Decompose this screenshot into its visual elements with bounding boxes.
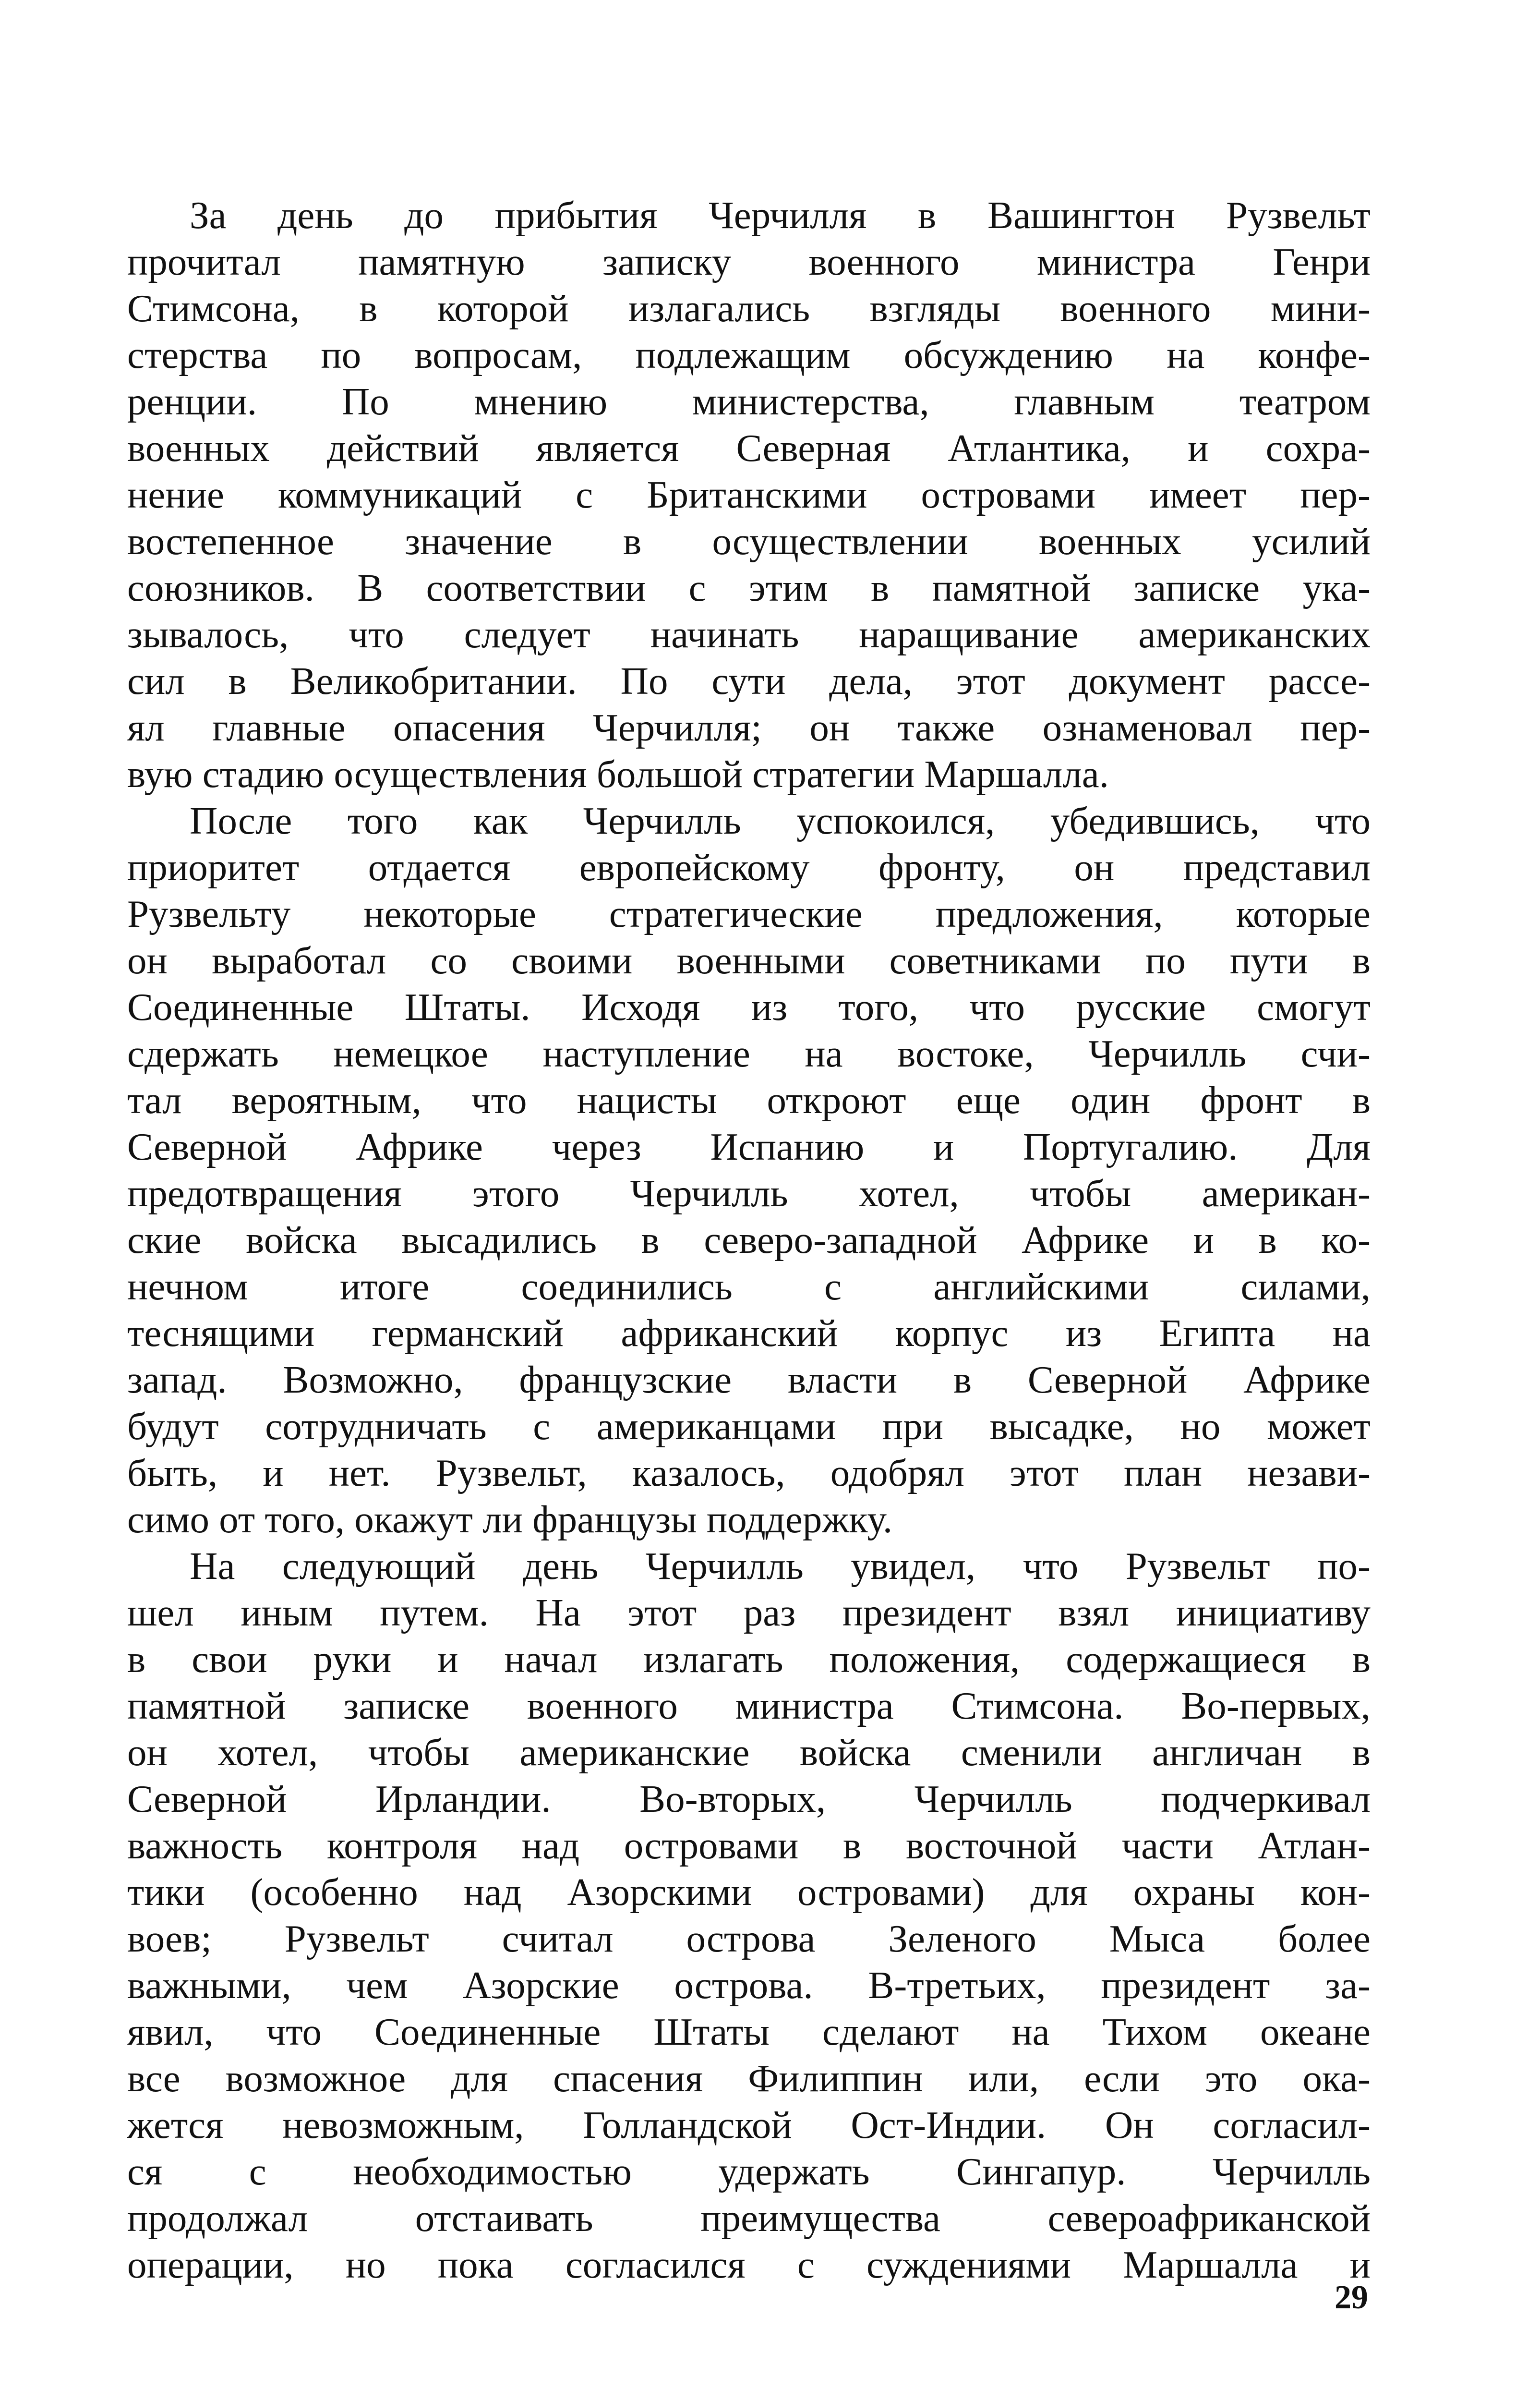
text-line: продолжал отстаивать преимущества североафриканской bbox=[127, 2196, 1371, 2240]
text-line: тики (особенно над Азорскими островами) для охраны кон- bbox=[127, 1870, 1371, 1914]
text-line: ренции. По мнению министерства, главным театром bbox=[127, 380, 1371, 423]
text-line: воев; Рузвельт считал острова Зеленого Мыса более bbox=[127, 1917, 1371, 1960]
text-line: сдержать немецкое наступление на востоке, Черчилль счи- bbox=[127, 1032, 1371, 1075]
text-line: приоритет отдается европейскому фронту, он представил bbox=[127, 846, 1371, 889]
text-line: Стимсона, в которой излагались взгляды военного мини- bbox=[127, 287, 1371, 330]
text-line: ял главные опасения Черчилля; он также ознаменовал пер- bbox=[127, 706, 1371, 749]
text-line: все возможное для спасения Филиппин или, если это ока- bbox=[127, 2057, 1371, 2100]
text-line: в свои руки и начал излагать положения, содержащиеся в bbox=[127, 1637, 1371, 1681]
text-line: будут сотрудничать с американцами при высадке, но может bbox=[127, 1405, 1371, 1448]
text-line: запад. Возможно, французские власти в Северной Африке bbox=[127, 1358, 1371, 1401]
text-line: важность контроля над островами в восточной части Атлан- bbox=[127, 1824, 1371, 1867]
text-line: ские войска высадились в северо-западной Африке и в ко- bbox=[127, 1218, 1371, 1261]
text-line: важными, чем Азорские острова. В-третьих, президент за- bbox=[127, 1964, 1371, 2007]
body-text bbox=[127, 192, 1371, 2288]
text-line: прочитал памятную записку военного министра Генри bbox=[127, 240, 1371, 283]
text-line: предотвращения этого Черчилль хотел, чтобы американ- bbox=[127, 1172, 1371, 1215]
text-line: теснящими германский африканский корпус из Египта на bbox=[127, 1311, 1371, 1355]
text-line: тал вероятным, что нацисты откроют еще один фронт в bbox=[127, 1079, 1371, 1122]
text-line: ся с необходимостью удержать Сингапур. Черчилль bbox=[127, 2150, 1371, 2193]
text-line: союзников. В соответствии с этим в памятной записке ука- bbox=[127, 566, 1371, 609]
text-line: Рузвельту некоторые стратегические предложения, которые bbox=[127, 892, 1371, 935]
page-number: 29 bbox=[1335, 2279, 1368, 2316]
text-line: шел иным путем. На этот раз президент взял инициативу bbox=[127, 1591, 1371, 1634]
text-line: После того как Черчилль успокоился, убедившись, что bbox=[190, 799, 1371, 842]
text-line: нение коммуникаций с Британскими островами имеет пер- bbox=[127, 473, 1371, 516]
text-line: За день до прибытия Черчилля в Вашингтон Рузвельт bbox=[190, 194, 1371, 237]
text-line: он выработал со своими военными советниками по пути в bbox=[127, 939, 1371, 982]
text-line: явил, что Соединенные Штаты сделают на Тихом океане bbox=[127, 2010, 1371, 2053]
text-line: вую стадию осуществления большой стратегии Маршалла. bbox=[127, 752, 1109, 796]
text-line: он хотел, чтобы американские войска сменили англичан в bbox=[127, 1731, 1371, 1774]
text-line: военных действий является Северная Атлантика, и сохра- bbox=[127, 426, 1371, 470]
text-line: сил в Великобритании. По сути дела, этот документ рассе- bbox=[127, 659, 1371, 703]
text-line: стерства по вопросам, подлежащим обсуждению на конфе- bbox=[127, 333, 1371, 376]
paragraph bbox=[127, 798, 1371, 1543]
text-line: жется невозможным, Голландской Ост-Индии. Он согласил- bbox=[127, 2103, 1371, 2146]
text-line: нечном итоге соединились с английскими силами, bbox=[127, 1265, 1371, 1308]
text-line: операции, но пока согласился с суждениями Маршалла и bbox=[127, 2243, 1371, 2286]
text-line: зывалось, что следует начинать наращивание американских bbox=[127, 613, 1371, 656]
text-line: Северной Африке через Испанию и Португалию. Для bbox=[127, 1125, 1371, 1168]
text-line: Северной Ирландии. Во-вторых, Черчилль подчеркивал bbox=[127, 1777, 1371, 1820]
text-line: Соединенные Штаты. Исходя из того, что русские смогут bbox=[127, 985, 1371, 1029]
text-line: памятной записке военного министра Стимсона. Во-первых, bbox=[127, 1684, 1371, 1727]
paragraph bbox=[127, 1543, 1371, 2288]
text-line: быть, и нет. Рузвельт, казалось, одобрял этот план незави- bbox=[127, 1451, 1371, 1494]
text-line: симо от того, окажут ли французы поддержку. bbox=[127, 1498, 893, 1541]
text-line: востепенное значение в осуществлении военных усилий bbox=[127, 520, 1371, 563]
paragraph bbox=[127, 192, 1371, 798]
text-line: На следующий день Черчилль увидел, что Рузвельт по- bbox=[190, 1544, 1371, 1588]
